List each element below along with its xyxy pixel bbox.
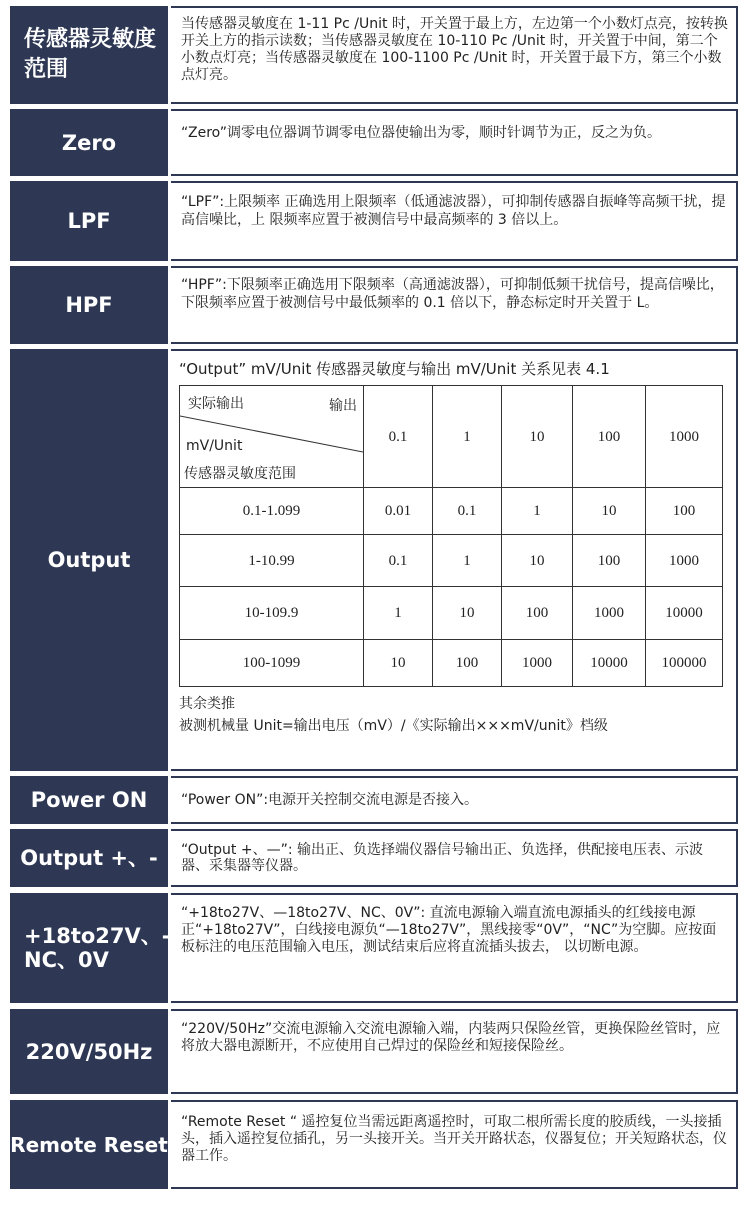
table-cell: 100: [502, 587, 573, 640]
row-power-on: [10, 776, 738, 824]
column-header: 10: [502, 386, 573, 488]
row-label: [10, 829, 171, 887]
row-description: “Zero”调零电位器调节调零电位器使输出为零，顺时针调节为正，反之为负。: [171, 109, 738, 176]
row-description: “Output +、—”: 输出正、负选择端仪器信号输出正、负选择，供配接电压表、示波器、采集器等仪器。: [171, 829, 738, 887]
table-cell: 10: [433, 587, 502, 640]
row-label: [10, 181, 171, 261]
row-label: [10, 1009, 171, 1094]
label-lpf: LPF: [67, 209, 111, 233]
table-cell: 10: [502, 535, 573, 587]
row-sensitivity: [10, 6, 738, 104]
table-cell: 100: [433, 640, 502, 687]
output-notes: [179, 693, 608, 737]
table-cell: 0.01: [364, 488, 433, 535]
row-output: [10, 349, 738, 771]
row-description: “Remote Reset “ 遥控复位当需远距离遥控时，可取二根所需长度的胶质线，一头接插头，插入遥控复位插孔，另一头接开关。当开关开路状态，仪器复位；开关短路状态，仪器工作。: [171, 1100, 738, 1189]
row-lpf: [10, 181, 738, 261]
table-cell: 10: [573, 488, 646, 535]
label-power-on: Power ON: [30, 788, 148, 812]
table-row: [180, 535, 723, 587]
row-remote-reset: [10, 1100, 738, 1189]
column-header: 0.1: [364, 386, 433, 488]
header-mid: mV/Unit: [186, 438, 243, 454]
output-intro: “Output” mV/Unit 传感器灵敏度与输出 mV/Unit 关系见表 4.1: [179, 360, 610, 378]
table-header-row: [180, 386, 723, 488]
table-row: [180, 640, 723, 687]
note-line: 被测机械量 Unit=输出电压（mV）/《实际输出×××mV/unit》档级: [179, 718, 608, 734]
table-cell: 10000: [646, 587, 723, 640]
row-description: “220V/50Hz”交流电源输入交流电源输入端，内装两只保险丝管，更换保险丝管时，应将放大器电源断开，不应使用自己焊过的保险丝和短接保险丝。: [171, 1009, 738, 1094]
row-label: [10, 266, 171, 344]
sensitivity-table: [179, 385, 723, 687]
label-output: Output: [47, 548, 131, 572]
table-cell: 100: [646, 488, 723, 535]
row-label: [10, 349, 171, 771]
table-cell: 100: [573, 535, 646, 587]
row-description: “Power ON”:电源开关控制交流电源是否接入。: [171, 776, 738, 824]
label-dc-input: +18to27V、-18to27V、NC、0V: [24, 924, 291, 972]
table-row-range: 1-10.99: [180, 535, 364, 587]
row-description: “HPF”:下限频率正确选用下限频率（高通滤波器），可抑制低频干扰信号，提高信噪比，下限频率应置于被测信号中最低频率的 0.1 倍以下，静态标定时开关置于 L。: [171, 266, 738, 344]
table-row-range: 10-109.9: [180, 587, 364, 640]
table-cell: 0.1: [433, 488, 502, 535]
output-content: [171, 349, 738, 771]
row-hpf: [10, 266, 738, 344]
header-top-right: 输出: [329, 398, 357, 414]
row-description: “LPF”:上限频率 正确选用上限频率（低通滤波器），可抑制传感器自振峰等高频干扰，提高信噪比，上 限频率应置于被测信号中最高频率的 3 倍以上。: [171, 181, 738, 261]
row-output-sign: [10, 829, 738, 887]
table-cell: 1: [433, 535, 502, 587]
table-header-corner: [180, 386, 364, 488]
row-label: [10, 6, 171, 104]
row-label: [10, 776, 171, 824]
table-cell: 100000: [646, 640, 723, 687]
label-remote-reset: Remote Reset: [10, 1132, 168, 1157]
label-zero: Zero: [61, 130, 117, 155]
table-row: [180, 488, 723, 535]
row-description: “+18to27V、—18to27V、NC、0V”: 直流电源输入端直流电源插头的红线接电源正“+18to27V”，白线接电源负“—18to27V”，黑线接零“0V”，“NC”为空脚。应按面板标注的电压范围输入电压，测试结束后应将直流插头拔去， 以切断电源。: [171, 893, 738, 1003]
table-row-range: 100-1099: [180, 640, 364, 687]
header-top-left: 实际输出: [188, 396, 244, 412]
table-cell: 1000: [646, 535, 723, 587]
table-cell: 0.1: [364, 535, 433, 587]
table-cell: 1: [364, 587, 433, 640]
row-label: [10, 109, 171, 176]
label-ac-input: 220V/50Hz: [25, 1039, 153, 1064]
table-row: [180, 587, 723, 640]
row-dc-input: [10, 893, 738, 1003]
header-bottom: 传感器灵敏度范围: [184, 466, 296, 482]
column-header: 1000: [646, 386, 723, 488]
row-description: 当传感器灵敏度在 1-11 Pc /Unit 时，开关置于最上方，左边第一个小数灯点亮，按转换开关上方的指示读数；当传感器灵敏度在 10-110 Pc /Unit 时，开关置于中间，第二个小数点灯亮；当传感器灵敏度在 100-1100 Pc /Unit 时，开关置于最下方，第三个小数点灯亮。: [171, 6, 738, 104]
label-output-sign: Output +、-: [20, 846, 158, 870]
table-row-range: 0.1-1.099: [180, 488, 364, 535]
table-cell: 1000: [502, 640, 573, 687]
label-hpf: HPF: [65, 293, 113, 317]
table-cell: 10: [364, 640, 433, 687]
table-cell: 1000: [573, 587, 646, 640]
column-header: 100: [573, 386, 646, 488]
row-label: [10, 1100, 171, 1189]
label-sensitivity: 传感器灵敏度范围: [24, 27, 157, 82]
table-cell: 1: [502, 488, 573, 535]
table-cell: 10000: [573, 640, 646, 687]
row-zero: [10, 109, 738, 176]
note-line: 其余类推: [179, 696, 235, 712]
sensitivity-table-wrap: [179, 385, 723, 687]
column-header: 1: [433, 386, 502, 488]
row-label: [10, 893, 291, 1003]
row-ac-input: [10, 1009, 738, 1094]
